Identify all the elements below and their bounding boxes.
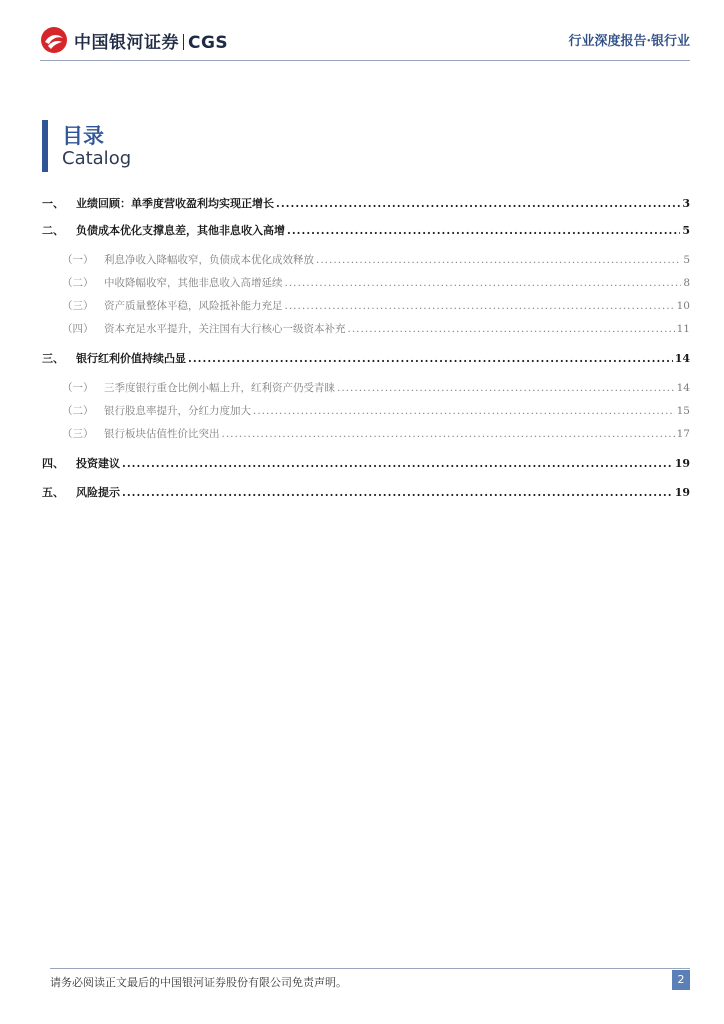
toc-number: （二） — [62, 277, 94, 289]
toc-page-number: 5 — [683, 254, 690, 266]
toc-leader — [285, 277, 682, 289]
toc-leader — [287, 224, 680, 237]
toc-number: 二、 — [42, 224, 64, 237]
toc-leader — [122, 486, 673, 499]
logo-text: 中国银河证券 CGS — [74, 32, 229, 53]
toc-number: 四、 — [42, 457, 64, 470]
toc-title: 中收降幅收窄，其他非息收入高增延续 — [104, 277, 283, 289]
report-category — [568, 30, 690, 49]
toc-title: 风险提示 — [76, 486, 120, 499]
toc-entry[interactable] — [42, 484, 690, 500]
toc-leader — [285, 300, 675, 312]
toc-number: 三、 — [42, 352, 64, 365]
page-number: 2 — [672, 970, 690, 990]
catalog-accent-bar — [42, 120, 48, 172]
toc-number: 五、 — [42, 486, 64, 499]
industry-label: ·银行业 — [646, 34, 690, 49]
page-header — [0, 0, 724, 60]
toc-title: 业绩回顾：单季度营收盈利均实现正增长 — [76, 197, 274, 210]
toc-page-number: 14 — [676, 382, 690, 394]
toc-title: 资产质量整体平稳，风险抵补能力充足 — [104, 300, 283, 312]
toc-leader — [337, 382, 675, 394]
toc-page-number: 19 — [674, 457, 690, 470]
report-type: 行业深度报告 — [568, 34, 647, 49]
toc-leader — [316, 254, 681, 266]
toc-entry[interactable] — [42, 455, 690, 471]
header-divider — [40, 60, 690, 61]
toc-number: （三） — [62, 300, 94, 312]
toc-entry[interactable] — [42, 298, 690, 313]
toc-number: （四） — [62, 323, 94, 335]
toc-entry[interactable] — [42, 275, 690, 290]
toc-entry[interactable] — [42, 403, 690, 418]
toc-number: 一、 — [42, 197, 64, 210]
toc-page-number: 14 — [674, 352, 690, 365]
toc-entry[interactable] — [42, 426, 690, 441]
toc-entry[interactable] — [42, 252, 690, 267]
toc-title: 银行股息率提升，分红力度加大 — [104, 405, 251, 417]
toc-number: （一） — [62, 254, 94, 266]
company-logo — [40, 26, 228, 54]
toc-page-number: 11 — [676, 323, 690, 335]
toc-leader — [253, 405, 675, 417]
toc-entry[interactable] — [42, 380, 690, 395]
footer-disclaimer: 请务必阅读正文最后的中国银河证券股份有限公司免责声明。 — [50, 976, 347, 989]
toc-title: 三季度银行重仓比例小幅上升，红利资产仍受青睐 — [104, 382, 335, 394]
toc-page-number: 17 — [676, 428, 690, 440]
toc-number: （三） — [62, 428, 94, 440]
toc-title: 银行红利价值持续凸显 — [76, 352, 186, 365]
footer-divider — [50, 968, 690, 969]
toc-page-number: 10 — [676, 300, 690, 312]
toc-page-number: 5 — [682, 224, 690, 237]
cgs-logo-icon — [40, 26, 68, 54]
toc-number: （二） — [62, 405, 94, 417]
toc-leader — [188, 352, 673, 365]
toc-entry[interactable] — [42, 195, 690, 211]
toc-title: 投资建议 — [76, 457, 120, 470]
toc-number: （一） — [62, 382, 94, 394]
toc-entry[interactable] — [42, 350, 690, 366]
toc-title: 负债成本优化支撑息差，其他非息收入高增 — [76, 224, 285, 237]
toc-leader — [222, 428, 675, 440]
toc-leader — [122, 457, 673, 470]
toc-page-number: 3 — [682, 197, 690, 210]
toc-leader — [276, 197, 680, 210]
toc-entry[interactable] — [42, 222, 690, 238]
toc-page-number: 15 — [676, 405, 690, 417]
catalog-title-en: Catalog — [62, 148, 132, 169]
toc-leader — [348, 323, 675, 335]
toc-title: 银行板块估值性价比突出 — [104, 428, 220, 440]
toc-page-number: 8 — [683, 277, 690, 289]
catalog-title-cn: 目录 — [62, 124, 104, 148]
toc-title: 资本充足水平提升，关注国有大行核心一级资本补充 — [104, 323, 346, 335]
toc-title: 利息净收入降幅收窄，负债成本优化成效释放 — [104, 254, 314, 266]
toc-entry[interactable] — [42, 321, 690, 336]
toc-page-number: 19 — [674, 486, 690, 499]
